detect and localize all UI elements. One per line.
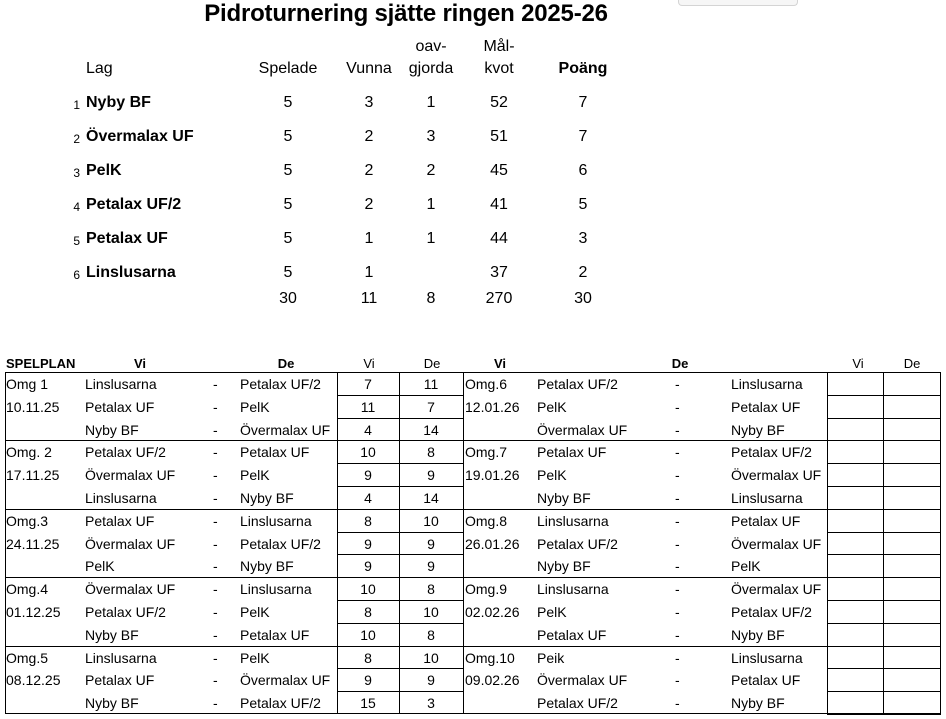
round-label: Omg.6: [465, 376, 508, 392]
versus-dash: -: [675, 649, 680, 666]
score-box-line: [337, 463, 463, 464]
score-box-line: [337, 486, 463, 487]
round-separator: [5, 440, 463, 441]
round-separator: [463, 509, 827, 510]
header-oavgjorda-line2: gjorda: [408, 60, 454, 77]
away-team: Övermalax UF: [240, 672, 331, 689]
score-box-line: [827, 440, 941, 441]
score-de: 14: [423, 421, 439, 438]
home-team: Peik: [537, 649, 565, 666]
malkvot-value: 41: [490, 196, 508, 213]
round-date: 19.01.26: [465, 467, 520, 484]
home-team: Nyby BF: [85, 695, 139, 712]
vunna-value: 1: [364, 264, 374, 281]
versus-dash: -: [675, 490, 680, 506]
versus-dash: -: [213, 626, 218, 643]
away-team: Övermalax UF: [731, 467, 822, 484]
score-box-line: [827, 532, 941, 533]
home-team: Petalax UF/2: [85, 604, 166, 620]
vunna-value: 1: [364, 230, 374, 247]
versus-dash: -: [213, 467, 218, 484]
malkvot-value: 51: [490, 128, 508, 145]
score-box-line: [337, 554, 463, 555]
header-spelade: Spelade: [258, 60, 318, 77]
away-team: Petalax UF/2: [240, 376, 321, 392]
home-team: Petalax UF/2: [537, 695, 618, 712]
score-box-line: [827, 486, 941, 487]
home-team: Övermalax UF: [85, 581, 176, 598]
score-box-line: [827, 623, 941, 624]
versus-dash: -: [213, 376, 218, 392]
round-date: 08.12.25: [6, 672, 61, 689]
oavgjorda-total: 8: [426, 290, 436, 307]
poang-value: 7: [578, 128, 588, 145]
score-box-line: [827, 577, 941, 578]
home-team: Linslusarna: [85, 376, 157, 392]
round-date: 09.02.26: [465, 672, 520, 689]
home-team: PelK: [537, 467, 567, 484]
team-name: Övermalax UF: [86, 128, 194, 145]
poang-value: 7: [578, 94, 588, 111]
away-team: Nyby BF: [731, 626, 785, 643]
oavgjorda-value: 1: [426, 196, 436, 213]
team-name: PelK: [86, 162, 122, 179]
score-box-line: [337, 623, 463, 624]
away-team: Nyby BF: [731, 421, 785, 438]
home-team: PelK: [537, 604, 567, 620]
score-box-line: [337, 600, 463, 601]
home-team: Nyby BF: [85, 421, 139, 438]
round-date: 17.11.25: [6, 467, 60, 484]
score-de: 10: [423, 512, 439, 529]
away-team: Övermalax UF: [240, 421, 331, 438]
rank: 3: [73, 166, 80, 180]
round-label: Omg.10: [465, 649, 515, 666]
column-divider: [827, 372, 828, 714]
away-team: Linslusarna: [240, 581, 312, 598]
score-vi: 8: [364, 649, 372, 666]
home-team: Linslusarna: [537, 512, 609, 529]
team-name: Linslusarna: [86, 264, 176, 281]
score-de: 8: [427, 626, 435, 643]
versus-dash: -: [675, 467, 680, 484]
standings-row: [0, 195, 640, 229]
away-team: Petalax UF: [731, 398, 801, 415]
oavgjorda-value: 1: [426, 230, 436, 247]
header-malkvot-line2: kvot: [484, 60, 514, 77]
versus-dash: -: [213, 444, 218, 461]
home-team: Nyby BF: [537, 490, 591, 506]
versus-dash: -: [675, 581, 680, 598]
round-date: 10.11.25: [6, 398, 60, 415]
away-team: Linslusarna: [731, 376, 803, 392]
round-date: 02.02.26: [465, 604, 520, 620]
score-de: 10: [423, 604, 439, 620]
score-box-line: [827, 463, 941, 464]
header-poang: Poäng: [558, 60, 608, 77]
home-team: Övermalax UF: [537, 672, 628, 689]
score-vi: 10: [360, 581, 376, 598]
standings-row: [0, 127, 640, 161]
home-team: Linslusarna: [85, 490, 157, 506]
vunna-value: 3: [364, 94, 374, 111]
versus-dash: -: [213, 535, 218, 552]
rank: 5: [73, 234, 80, 248]
score-de: 7: [427, 398, 435, 415]
round-label: Omg.3: [6, 512, 49, 529]
round-label: Omg.7: [465, 444, 508, 461]
poang-value: 2: [578, 264, 588, 281]
vunna-value: 2: [364, 128, 374, 145]
score-de: 9: [427, 558, 435, 575]
score-box-line: [827, 395, 941, 396]
poang-value: 5: [578, 196, 588, 213]
versus-dash: -: [213, 421, 218, 438]
header-de-right: De: [671, 356, 689, 371]
vunna-value: 2: [364, 162, 374, 179]
malkvot-value: 37: [490, 264, 508, 281]
poang-value: 6: [578, 162, 588, 179]
versus-dash: -: [213, 604, 218, 620]
away-team: Övermalax UF: [731, 581, 822, 598]
score-de: 9: [427, 467, 435, 484]
score-de: 8: [427, 581, 435, 598]
score-vi: 7: [364, 376, 372, 392]
header-vi-score-right: Vi: [852, 356, 864, 371]
score-box-line: [337, 418, 463, 419]
away-team: Petalax UF: [240, 444, 310, 461]
home-team: Övermalax UF: [85, 535, 176, 552]
spelade-value: 5: [283, 196, 293, 213]
score-box-line: [827, 554, 941, 555]
header-vi-right: Vi: [493, 356, 507, 371]
home-team: Petalax UF: [537, 444, 607, 461]
versus-dash: -: [675, 535, 680, 552]
score-box-line: [827, 418, 941, 419]
away-team: Nyby BF: [731, 695, 785, 712]
column-divider: [463, 372, 464, 714]
away-team: Nyby BF: [240, 558, 294, 575]
away-team: Petalax UF/2: [240, 695, 321, 712]
page-title: Pidroturnering sjätte ringen 2025-26: [204, 0, 608, 27]
score-vi: 9: [364, 672, 372, 689]
score-box-line: [827, 509, 941, 510]
score-de: 14: [423, 490, 439, 506]
home-team: Övermalax UF: [85, 467, 176, 484]
score-vi: 9: [364, 558, 372, 575]
round-label: Omg 1: [6, 376, 49, 392]
away-team: Petalax UF: [731, 512, 801, 529]
spelade-value: 5: [283, 128, 293, 145]
versus-dash: -: [675, 672, 680, 689]
away-team: PelK: [731, 558, 761, 575]
away-team: Linslusarna: [240, 512, 312, 529]
versus-dash: -: [675, 512, 680, 529]
versus-dash: -: [213, 558, 218, 575]
malkvot-total: 270: [485, 290, 513, 307]
away-team: Petalax UF/2: [240, 535, 321, 552]
score-de: 8: [427, 444, 435, 461]
versus-dash: -: [213, 581, 218, 598]
rank: 2: [73, 132, 80, 146]
home-team: Petalax UF: [85, 398, 155, 415]
round-label: Omg. 2: [6, 444, 52, 461]
schedule-table: [5, 372, 941, 715]
away-team: PelK: [240, 604, 270, 620]
score-box-line: [827, 668, 941, 669]
score-box-line: [827, 646, 941, 647]
versus-dash: -: [213, 672, 218, 689]
away-team: Petalax UF/2: [731, 604, 812, 620]
header-vunna: Vunna: [346, 60, 392, 77]
header-vi-score-left: Vi: [363, 356, 375, 371]
poang-total: 30: [574, 290, 592, 307]
poang-value: 3: [578, 230, 588, 247]
score-box-line: [827, 600, 941, 601]
score-vi: 9: [364, 535, 372, 552]
rank: 4: [73, 200, 80, 214]
team-name: Petalax UF/2: [86, 196, 182, 213]
vunna-value: 2: [364, 196, 374, 213]
versus-dash: -: [675, 558, 680, 575]
home-team: Petalax UF: [85, 672, 155, 689]
away-team: PelK: [240, 467, 270, 484]
home-team: Petalax UF: [85, 512, 155, 529]
away-team: Petalax UF: [240, 626, 310, 643]
home-team: Petalax UF: [537, 626, 607, 643]
round-separator: [463, 440, 827, 441]
away-team: Petalax UF/2: [731, 444, 812, 461]
score-de: 10: [423, 649, 439, 666]
away-team: Linslusarna: [731, 490, 803, 506]
round-label: Omg.4: [6, 581, 49, 598]
score-box-line: [827, 714, 941, 715]
versus-dash: -: [213, 512, 218, 529]
home-team: Petalax UF/2: [85, 444, 166, 461]
score-vi: 15: [360, 695, 376, 712]
versus-dash: -: [675, 376, 680, 392]
oavgjorda-value: 2: [426, 162, 436, 179]
round-separator: [5, 646, 463, 647]
spelade-value: 5: [283, 230, 293, 247]
versus-dash: -: [675, 444, 680, 461]
malkvot-value: 45: [490, 162, 508, 179]
header-lag: Lag: [86, 60, 113, 77]
versus-dash: -: [675, 398, 680, 415]
score-de: 9: [427, 535, 435, 552]
spelade-value: 5: [283, 162, 293, 179]
home-team: Petalax UF/2: [537, 376, 618, 392]
malkvot-value: 44: [490, 230, 508, 247]
rank: 1: [73, 98, 80, 112]
score-box-line: [337, 395, 463, 396]
score-box-line: [337, 532, 463, 533]
header-de-score-right: De: [903, 356, 921, 371]
score-vi: 4: [364, 421, 372, 438]
round-date: 01.12.25: [6, 604, 61, 620]
header-de-left: De: [277, 356, 295, 371]
round-date: 26.01.26: [465, 535, 520, 552]
header-oavgjorda-line1: oav-: [415, 38, 447, 55]
versus-dash: -: [213, 490, 218, 506]
away-team: PelK: [240, 649, 270, 666]
score-box-line: [337, 691, 463, 692]
home-team: Linslusarna: [537, 581, 609, 598]
versus-dash: -: [675, 626, 680, 643]
home-team: Nyby BF: [537, 558, 591, 575]
away-team: PelK: [240, 398, 270, 415]
oavgjorda-value: 3: [426, 128, 436, 145]
spelade-value: 5: [283, 264, 293, 281]
score-vi: 8: [364, 604, 372, 620]
score-de: 3: [427, 695, 435, 712]
oavgjorda-value: 1: [426, 94, 436, 111]
home-team: Övermalax UF: [537, 421, 628, 438]
away-team: Petalax UF: [731, 672, 801, 689]
versus-dash: -: [213, 398, 218, 415]
round-date: 12.01.26: [465, 398, 520, 415]
round-date: 24.11.25: [6, 535, 60, 552]
score-vi: 10: [360, 444, 376, 461]
score-box-line: [827, 691, 941, 692]
versus-dash: -: [675, 695, 680, 712]
score-vi: 4: [364, 490, 372, 506]
score-vi: 10: [360, 626, 376, 643]
versus-dash: -: [675, 604, 680, 620]
away-team: Övermalax UF: [731, 535, 822, 552]
round-separator: [463, 577, 827, 578]
score-box-line: [337, 668, 463, 669]
standings-row: [0, 93, 640, 127]
home-team: Linslusarna: [85, 649, 157, 666]
rank: 6: [73, 268, 80, 282]
versus-dash: -: [675, 421, 680, 438]
header-de-score-left: De: [423, 356, 441, 371]
header-vi-left: Vi: [133, 356, 147, 371]
column-divider: [883, 372, 884, 714]
team-name: Petalax UF: [86, 230, 168, 247]
round-separator: [463, 646, 827, 647]
round-separator: [5, 577, 463, 578]
standings-row: [0, 161, 640, 195]
round-label: Omg.9: [465, 581, 508, 598]
home-team: PelK: [85, 558, 115, 575]
standings-totals-row: [0, 289, 640, 323]
vunna-total: 11: [360, 290, 378, 307]
round-label: Omg.8: [465, 512, 508, 529]
away-team: Nyby BF: [240, 490, 294, 506]
spelade-value: 5: [283, 94, 293, 111]
home-team: PelK: [537, 398, 567, 415]
header-spelplan: SPELPLAN: [6, 356, 76, 371]
versus-dash: -: [213, 695, 218, 712]
spelade-total: 30: [279, 290, 297, 307]
team-name: Nyby BF: [86, 94, 151, 111]
score-vi: 9: [364, 467, 372, 484]
score-de: 9: [427, 672, 435, 689]
away-team: Linslusarna: [731, 649, 803, 666]
standings-row: [0, 229, 640, 263]
score-de: 11: [423, 376, 439, 392]
versus-dash: -: [213, 649, 218, 666]
score-vi: 8: [364, 512, 372, 529]
round-separator: [5, 509, 463, 510]
home-team: Petalax UF/2: [537, 535, 618, 552]
home-team: Nyby BF: [85, 626, 139, 643]
score-vi: 11: [360, 398, 376, 415]
round-label: Omg.5: [6, 649, 49, 666]
malkvot-value: 52: [490, 94, 508, 111]
header-malkvot-line1: Mål-: [483, 38, 515, 55]
